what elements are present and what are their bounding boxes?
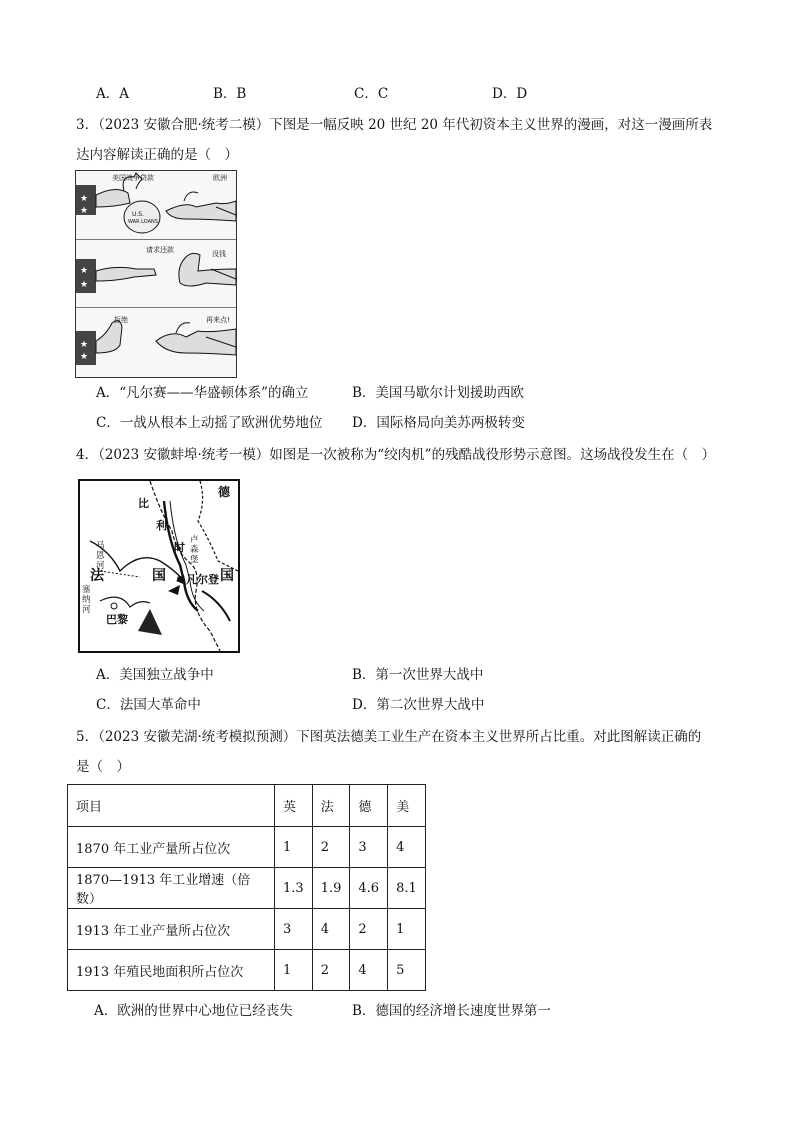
svg-text:★: ★ xyxy=(80,340,89,350)
q4-option-d: D．第二次世界大战中 xyxy=(352,697,485,713)
cartoon-caption-no-money: 没钱 xyxy=(212,250,226,258)
table-cell: 3 xyxy=(350,827,388,868)
table-cell: 1870—1913 年工业增速（倍数） xyxy=(68,868,275,909)
table-header-germany: 德 xyxy=(350,785,388,827)
q3-option-d: D．国际格局向美苏两极转变 xyxy=(352,415,525,431)
table-cell: 2 xyxy=(312,827,350,868)
svg-text:★: ★ xyxy=(80,352,89,362)
svg-text:★: ★ xyxy=(80,194,89,204)
prev-option-d: D．D xyxy=(492,86,528,102)
cartoon-caption-europe: 欧洲 xyxy=(213,174,227,182)
table-header-item: 项目 xyxy=(68,785,275,827)
table-cell: 1 xyxy=(388,909,426,950)
map-label-france-fa: 法 xyxy=(90,568,104,584)
q5-option-b: B．德国的经济增长速度世界第一 xyxy=(352,1003,551,1019)
table-cell: 4.6 xyxy=(350,868,388,909)
cartoon-caption-more: 再来点! xyxy=(206,316,230,324)
table-row xyxy=(68,827,426,868)
cartoon-caption-request: 请求还款 xyxy=(146,246,174,254)
table-row xyxy=(68,909,426,950)
table-row xyxy=(68,868,426,909)
q3-option-c: C．一战从根本上动摇了欧洲优势地位 xyxy=(96,415,323,431)
map-label-seine: 塞纳河 xyxy=(82,585,91,615)
cartoon-panel-1 xyxy=(76,171,236,240)
table-cell: 1913 年殖民地面积所占位次 xyxy=(68,950,275,991)
table-cell: 5 xyxy=(388,950,426,991)
cartoon-panel-1-drawing xyxy=(76,171,236,239)
table-cell: 1870 年工业产量所占位次 xyxy=(68,827,275,868)
table-header-france: 法 xyxy=(312,785,350,827)
map-label-marne: 马恩河 xyxy=(96,541,105,571)
table-cell: 4 xyxy=(388,827,426,868)
q3-stem-line2: 达内容解读正确的是（ ） xyxy=(76,147,238,163)
map-label-germany-de: 德 xyxy=(218,485,231,499)
q3-option-b: B．美国马歇尔计划援助西欧 xyxy=(352,385,524,401)
q5-stem-line1: 5．（2023 安徽芜湖·统考模拟预测）下图英法德美工业生产在资本主义世界所占比重。对此图解读正确的 xyxy=(76,729,702,745)
svg-text:★: ★ xyxy=(80,206,89,216)
table-header-britain: 英 xyxy=(275,785,313,827)
map-label-luxembourg: 卢森堡 xyxy=(190,535,199,565)
q4-stem-line1: 4．（2023 安徽蚌埠·统考一模）如图是一次被称为“绞肉机”的残酷战役形势示意图。这场战役发生在（ ） xyxy=(76,447,716,463)
cartoon-bag-text-loans: WAR LOANS xyxy=(128,219,158,225)
cartoon-panel-2 xyxy=(76,239,236,308)
table-cell: 1 xyxy=(275,827,313,868)
svg-text:★: ★ xyxy=(80,266,89,276)
q5-industry-table xyxy=(67,784,426,991)
table-cell: 1 xyxy=(275,950,313,991)
q5-stem-line2: 是（ ） xyxy=(76,759,130,775)
table-row xyxy=(68,950,426,991)
q4-option-a: A．美国独立战争中 xyxy=(96,667,214,683)
prev-option-b: B．B xyxy=(213,86,247,102)
table-header-usa: 美 xyxy=(388,785,426,827)
prev-option-a: A．A xyxy=(96,86,129,102)
q5-option-a: A．欧洲的世界中心地位已经丧失 xyxy=(94,1003,293,1019)
q3-stem-line1: 3．（2023 安徽合肥·统考二模）下图是一幅反映 20 世纪 20 年代初资本主义世界的漫画，对这一漫画所表 xyxy=(76,117,713,133)
map-label-belgium-bi: 比 xyxy=(138,497,149,510)
q4-battle-map xyxy=(78,479,240,653)
cartoon-bag-text-us: U.S. xyxy=(132,211,145,218)
svg-text:★: ★ xyxy=(80,280,89,290)
map-label-france-guo: 国 xyxy=(152,568,166,584)
table-cell: 1913 年工业产量所占位次 xyxy=(68,909,275,950)
table-cell: 2 xyxy=(312,950,350,991)
cartoon-panel-3 xyxy=(76,307,236,375)
table-header-row xyxy=(68,785,426,827)
prev-option-c: C．C xyxy=(354,86,389,102)
table-cell: 2 xyxy=(350,909,388,950)
map-label-belgium-li: 利 xyxy=(156,519,167,532)
cartoon-caption-war-loans: 美国战争贷款 xyxy=(112,174,154,182)
map-label-germany-guo: 国 xyxy=(220,568,234,584)
table-cell: 4 xyxy=(350,950,388,991)
q3-cartoon-image xyxy=(75,170,237,378)
q4-option-b: B．第一次世界大战中 xyxy=(352,667,484,683)
table-cell: 1.3 xyxy=(275,868,313,909)
map-label-belgium-shi: 时 xyxy=(174,541,185,554)
map-label-paris: 巴黎 xyxy=(106,613,128,626)
cartoon-caption-refuse: 拒绝 xyxy=(114,316,128,324)
table-cell: 3 xyxy=(275,909,313,950)
table-cell: 8.1 xyxy=(388,868,426,909)
table-cell: 1.9 xyxy=(312,868,350,909)
q4-option-c: C．法国大革命中 xyxy=(96,697,201,713)
q3-option-a: A．“凡尔赛——华盛顿体系”的确立 xyxy=(96,385,309,401)
map-label-verdun: 凡尔登 xyxy=(186,573,219,586)
table-cell: 4 xyxy=(312,909,350,950)
